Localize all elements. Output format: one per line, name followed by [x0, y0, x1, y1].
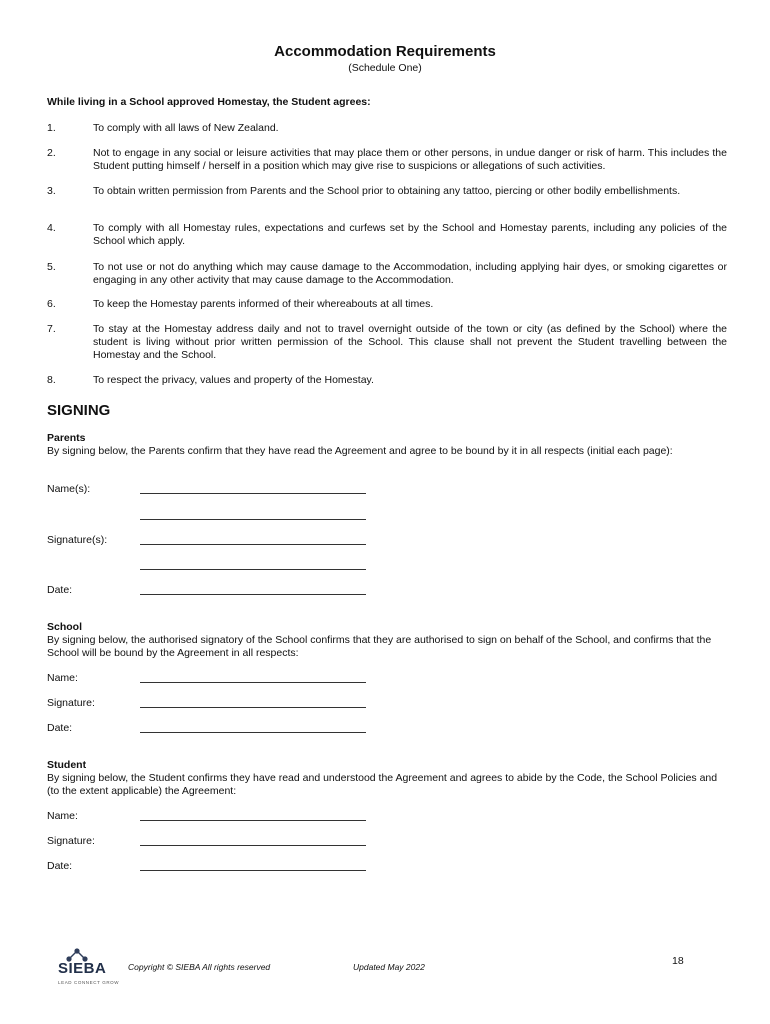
sieba-logo-tagline: LEAD CONNECT GROW: [58, 980, 120, 985]
student-heading: Student: [47, 759, 87, 771]
student-name-label: Name:: [47, 810, 78, 822]
clause-item: [47, 147, 727, 173]
clause-text: To respect the privacy, values and property of the Homestay.: [93, 374, 374, 386]
clause-item: [47, 261, 727, 287]
clause-text: Not to engage in any social or leisure activities that may place them or other persons, in undue danger or risk of harm. This includes the Student putting himself / herself in a position which may give rise to suspicions or allegations of such activities.: [93, 147, 727, 172]
clause-text: To not use or not do anything which may cause damage to the Accommodation, including applying hair dyes, or smoking cigarettes or engaging in any other activity that may cause damage to the Accommodation.: [93, 261, 727, 286]
school-statement: By signing below, the authorised signatory of the School confirms that they are authorised to sign on behalf of the School, and confirms that the School will be bound by the Agreement in all respects:: [47, 634, 712, 659]
student-signature-label: Signature:: [47, 835, 95, 847]
clause-number: 8.: [47, 374, 56, 386]
clause-number: 5.: [47, 261, 56, 273]
school-name-label: Name:: [47, 672, 78, 684]
clause-text: To stay at the Homestay address daily and not to travel overnight outside of the town or city (as defined by the School) where the student is living without prior written permission of the School. This clause shall not prevent the Student travelling between the Homestay and the School.: [93, 323, 727, 361]
school-name-line[interactable]: [140, 682, 366, 683]
school-date-line[interactable]: [140, 732, 366, 733]
clause-text: To keep the Homestay parents informed of their whereabouts at all times.: [93, 298, 434, 310]
clause-item: [47, 185, 727, 198]
school-signature-label: Signature:: [47, 697, 95, 709]
parents-date-label: Date:: [47, 584, 73, 596]
parents-signature-line-2[interactable]: [140, 569, 366, 570]
clause-text: To comply with all Homestay rules, expectations and curfews set by the School and Homestay parents, including any policies of the School which apply.: [93, 222, 727, 247]
clause-number: 1.: [47, 122, 56, 134]
intro-statement: While living in a School approved Homestay, the Student agrees:: [47, 96, 371, 108]
clause-text: To obtain written permission from Parents and the School prior to obtaining any tattoo, piercing or other bodily embellishments.: [93, 185, 681, 197]
student-signature-line[interactable]: [140, 845, 366, 846]
clause-item: [47, 222, 727, 248]
student-statement: By signing below, the Student confirms they have read and understood the Agreement and agrees to abide by the Code, the School Policies and (to the extent applicable) the Agreement:: [47, 772, 718, 797]
student-date-line[interactable]: [140, 870, 366, 871]
school-heading: School: [47, 621, 83, 633]
parents-statement: By signing below, the Parents confirm that they have read the Agreement and agree to be bound by it in all respects (initial each page):: [47, 445, 673, 457]
document-subtitle: (Schedule One): [348, 62, 422, 74]
parents-name-line[interactable]: [140, 493, 366, 494]
parents-signature-line[interactable]: [140, 544, 366, 545]
clause-number: 3.: [47, 185, 56, 197]
parents-signature-label: Signature(s):: [47, 534, 108, 546]
student-name-line[interactable]: [140, 820, 366, 821]
sieba-logo-text: SIEBA: [58, 960, 107, 977]
updated-date: Updated May 2022: [353, 962, 425, 972]
clause-number: 4.: [47, 222, 56, 234]
signing-heading: SIGNING: [47, 402, 111, 419]
clause-number: 6.: [47, 298, 56, 310]
school-signature-line[interactable]: [140, 707, 366, 708]
clause-item: [47, 298, 727, 311]
page-number: 18: [672, 955, 684, 967]
school-date-label: Date:: [47, 722, 73, 734]
student-date-label: Date:: [47, 860, 73, 872]
parents-name-label: Name(s):: [47, 483, 91, 495]
parents-name-line-2[interactable]: [140, 519, 366, 520]
document-title: Accommodation Requirements: [274, 43, 496, 60]
clause-item: [47, 122, 727, 135]
clause-text: To comply with all laws of New Zealand.: [93, 122, 279, 134]
clause-item: [47, 323, 727, 362]
clause-number: 2.: [47, 147, 56, 159]
parents-heading: Parents: [47, 432, 86, 444]
copyright-notice: Copyright © SIEBA All rights reserved: [128, 962, 271, 972]
clause-item: [47, 374, 727, 387]
clause-number: 7.: [47, 323, 56, 335]
parents-date-line[interactable]: [140, 594, 366, 595]
